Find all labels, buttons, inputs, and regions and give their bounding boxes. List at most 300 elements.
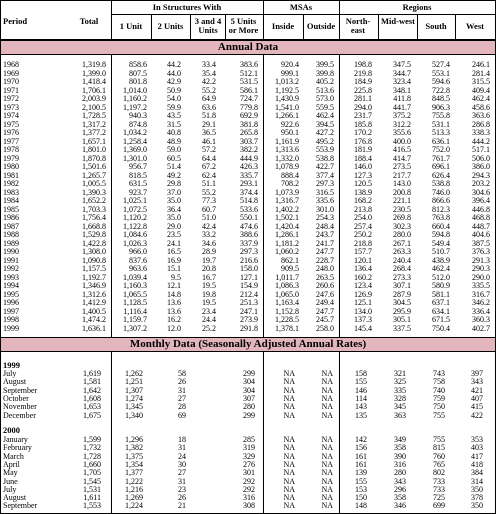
table-cell: 247.7 bbox=[316, 247, 334, 256]
table-cell: 29.8 bbox=[167, 179, 181, 188]
table-cell: 161 bbox=[355, 459, 367, 469]
header-1-unit: 1 Unit bbox=[119, 21, 143, 31]
table-cell: 386.0 bbox=[472, 162, 490, 171]
table-cell: 1,319.8 bbox=[82, 60, 106, 69]
table-cell: 1,307.2 bbox=[123, 323, 147, 333]
table-cell: NA bbox=[283, 410, 295, 420]
header-west: West bbox=[466, 21, 484, 31]
table-cell: 304 bbox=[243, 385, 255, 395]
table-cell: 125.1 bbox=[354, 298, 372, 307]
header-south: South bbox=[425, 21, 447, 31]
table-cell: 1,611 bbox=[83, 493, 101, 503]
table-cell: 397 bbox=[471, 369, 483, 378]
table-cell: 1,296 bbox=[125, 435, 143, 444]
table-cell: 267.1 bbox=[393, 238, 411, 248]
table-cell: 27 bbox=[178, 468, 186, 478]
row-label: 1976 bbox=[3, 128, 19, 137]
table-cell: 55.2 bbox=[202, 85, 216, 95]
table-cell: 155 bbox=[355, 377, 367, 387]
table-cell: 228.7 bbox=[316, 255, 334, 265]
table-cell: 1,675 bbox=[83, 410, 101, 420]
table-cell: 34.6 bbox=[202, 238, 216, 248]
table-cell: 254.0 bbox=[354, 213, 372, 222]
table-cell: 1,090.8 bbox=[82, 255, 106, 265]
table-cell: 1,653 bbox=[83, 402, 101, 412]
table-cell: 462.4 bbox=[316, 111, 334, 120]
row-label: 1995 bbox=[3, 289, 19, 299]
table-cell: 512.1 bbox=[240, 68, 258, 78]
table-cell: 755 bbox=[433, 435, 445, 444]
table-cell: 506.0 bbox=[472, 153, 490, 163]
table-cell: 161 bbox=[355, 451, 367, 461]
table-cell: 441.7 bbox=[393, 102, 411, 112]
table-cell: 251.3 bbox=[240, 298, 258, 307]
table-cell: 37.0 bbox=[167, 187, 181, 197]
table-cell: 1,345 bbox=[125, 402, 143, 412]
table-cell: 444.2 bbox=[472, 136, 490, 146]
table-cell: 250.2 bbox=[354, 230, 372, 239]
table-cell: 1,474.2 bbox=[82, 315, 106, 324]
table-cell: 862.1 bbox=[281, 255, 299, 265]
table-cell: 170.2 bbox=[354, 128, 372, 137]
table-cell: 48.9 bbox=[167, 136, 181, 146]
table-cell: 758 bbox=[433, 377, 445, 387]
table-cell: 446.8 bbox=[472, 204, 490, 214]
table-cell: 1,801.0 bbox=[82, 145, 106, 154]
table-cell: 60.5 bbox=[167, 153, 181, 163]
table-cell: 363.6 bbox=[472, 111, 490, 120]
table-cell: 404.6 bbox=[472, 230, 490, 239]
table-cell: 281.4 bbox=[472, 68, 490, 78]
table-cell: 573.0 bbox=[316, 94, 334, 103]
table-cell: 1,161.9 bbox=[275, 136, 299, 146]
table-cell: 422 bbox=[471, 410, 483, 420]
table-cell: NA bbox=[283, 468, 295, 478]
table-cell: 696.1 bbox=[432, 162, 450, 171]
row-label: September bbox=[3, 501, 38, 511]
table-cell: 586.1 bbox=[240, 85, 258, 95]
table-cell: 350 bbox=[471, 484, 483, 494]
row-label: 1989 bbox=[3, 238, 19, 248]
table-cell: 29.0 bbox=[167, 221, 181, 231]
table-cell: 35.4 bbox=[202, 68, 216, 78]
col-divider bbox=[225, 15, 226, 40]
table-cell: 299 bbox=[243, 369, 255, 378]
table-cell: 1,084.6 bbox=[123, 230, 147, 239]
table-cell: 12.1 bbox=[167, 281, 181, 290]
row-label: 1996 bbox=[3, 298, 19, 307]
table-cell: 350 bbox=[471, 501, 483, 511]
table-cell: 1,116.4 bbox=[123, 306, 147, 316]
table-cell: NA bbox=[321, 435, 333, 444]
table-cell: 134.0 bbox=[354, 306, 372, 316]
table-cell: 1,078.9 bbox=[275, 162, 299, 171]
table-cell: NA bbox=[321, 484, 333, 494]
table-cell: 1,160.3 bbox=[123, 281, 147, 290]
table-cell: 807.5 bbox=[129, 68, 147, 78]
header-msas: MSAs bbox=[289, 2, 313, 12]
table-cell: 1,728 bbox=[83, 451, 101, 461]
table-cell: 64.4 bbox=[202, 153, 216, 163]
table-cell: 23 bbox=[178, 484, 186, 494]
table-cell: 462.4 bbox=[472, 94, 490, 103]
table-cell: 325 bbox=[394, 377, 406, 387]
table-cell: 1,160.2 bbox=[123, 94, 147, 103]
table-cell: 1,412.9 bbox=[82, 298, 106, 307]
row-label: 1992 bbox=[3, 264, 19, 273]
table-row bbox=[1, 324, 495, 333]
table-cell: 1,706.1 bbox=[82, 85, 106, 95]
table-cell: 51.4 bbox=[167, 162, 181, 171]
table-cell: 348.1 bbox=[393, 85, 411, 95]
table-cell: 1,668.8 bbox=[82, 221, 106, 231]
table-cell: 150 bbox=[355, 493, 367, 503]
table-cell: 293.1 bbox=[240, 179, 258, 188]
table-cell: 316 bbox=[394, 459, 406, 469]
header-in-structures: In Structures With bbox=[152, 2, 222, 12]
table-cell: 19.5 bbox=[202, 281, 216, 290]
table-cell: 403 bbox=[471, 443, 483, 453]
table-cell: 304 bbox=[243, 377, 255, 387]
table-cell: 36.4 bbox=[167, 204, 181, 214]
table-cell: 438.9 bbox=[432, 255, 450, 265]
table-cell: 344.7 bbox=[393, 68, 411, 78]
table-cell: NA bbox=[283, 377, 295, 387]
table-cell: 750 bbox=[433, 402, 445, 412]
table-cell: 248.4 bbox=[316, 221, 334, 231]
table-cell: 966.0 bbox=[129, 247, 147, 256]
table-cell: 49.2 bbox=[167, 170, 181, 180]
table-cell: 148 bbox=[355, 501, 367, 511]
table-cell: 24.4 bbox=[202, 315, 216, 324]
table-cell: 280 bbox=[243, 402, 255, 412]
table-cell: 553.9 bbox=[316, 145, 334, 154]
table-cell: 19.5 bbox=[202, 298, 216, 307]
table-cell: NA bbox=[283, 435, 295, 444]
table-cell: 31 bbox=[178, 443, 186, 453]
table-cell: 418 bbox=[471, 459, 483, 469]
table-cell: 126.9 bbox=[354, 289, 372, 299]
table-cell: NA bbox=[321, 402, 333, 412]
table-cell: 1,065.5 bbox=[123, 289, 147, 299]
table-cell: 765 bbox=[433, 459, 445, 469]
table-cell: 120.1 bbox=[354, 255, 372, 265]
table-cell: 346 bbox=[394, 501, 406, 511]
table-cell: 1,332.0 bbox=[275, 153, 299, 163]
table-cell: 254.3 bbox=[316, 213, 334, 222]
table-cell: 538.8 bbox=[432, 179, 450, 188]
table-cell: 31 bbox=[178, 385, 186, 395]
row-label: December bbox=[3, 410, 36, 420]
table-cell: 218.8 bbox=[354, 238, 372, 248]
table-cell: 349 bbox=[394, 435, 406, 444]
table-cell: 1,652.2 bbox=[82, 196, 106, 205]
table-cell: 1,430.9 bbox=[275, 94, 299, 103]
table-cell: 243.7 bbox=[316, 230, 334, 239]
table-cell: 1,005.5 bbox=[82, 179, 106, 188]
table-cell: 213.8 bbox=[354, 204, 372, 214]
table-cell: 21 bbox=[178, 501, 186, 511]
table-cell: 510.7 bbox=[432, 247, 450, 256]
table-cell: 426.3 bbox=[240, 162, 258, 171]
table-cell: 314 bbox=[471, 476, 483, 486]
table-cell: 414.7 bbox=[393, 153, 411, 163]
table-cell: 402.7 bbox=[472, 323, 490, 333]
table-cell: 360.3 bbox=[472, 315, 490, 324]
table-cell: 335.7 bbox=[240, 170, 258, 180]
table-cell: 631.5 bbox=[129, 179, 147, 188]
table-cell: 263.5 bbox=[316, 272, 334, 282]
table-cell: 708.2 bbox=[281, 179, 299, 188]
table-cell: 2,003.9 bbox=[82, 94, 106, 103]
table-cell: 358 bbox=[394, 493, 406, 503]
table-cell: 637.1 bbox=[432, 298, 450, 307]
table-cell: NA bbox=[321, 501, 333, 511]
table-cell: 755.8 bbox=[432, 111, 450, 120]
row-label: 1974 bbox=[3, 111, 19, 120]
table-cell: 212.4 bbox=[240, 289, 258, 299]
row-label: 1988 bbox=[3, 230, 19, 239]
table-cell: 920.4 bbox=[281, 60, 299, 69]
table-cell: NA bbox=[283, 493, 295, 503]
table-cell: NA bbox=[283, 501, 295, 511]
row-label: 1993 bbox=[3, 272, 19, 282]
table-cell: 295.9 bbox=[393, 306, 411, 316]
table-cell: 1,197.2 bbox=[123, 102, 147, 112]
table-cell: 1,657.1 bbox=[82, 136, 106, 146]
table-cell: 1,159.7 bbox=[123, 315, 147, 324]
table-cell: 225.8 bbox=[354, 85, 372, 95]
table-cell: 321 bbox=[394, 369, 406, 378]
row-label: 1997 bbox=[3, 306, 19, 316]
header-5-units: 5 Units or More bbox=[228, 16, 259, 35]
table-cell: 347.5 bbox=[393, 60, 411, 69]
table-cell: 185.8 bbox=[354, 119, 372, 129]
table-cell: 33.2 bbox=[202, 230, 216, 239]
table-cell: 1,418.4 bbox=[82, 77, 106, 86]
table-cell: 415 bbox=[471, 402, 483, 412]
table-cell: 20.8 bbox=[202, 264, 216, 273]
table-cell: 329 bbox=[243, 451, 255, 461]
table-cell: 399.5 bbox=[316, 60, 334, 69]
table-cell: 16.7 bbox=[202, 272, 216, 282]
table-cell: 127.3 bbox=[354, 170, 372, 180]
row-label: 1980 bbox=[3, 162, 19, 171]
table-cell: 906.3 bbox=[432, 102, 450, 112]
table-cell: 1,072.5 bbox=[123, 204, 147, 214]
table-cell: 28 bbox=[178, 402, 186, 412]
table-cell: 16.5 bbox=[167, 247, 181, 256]
table-cell: 733 bbox=[433, 484, 445, 494]
table-cell: 1,222 bbox=[125, 476, 143, 486]
table-cell: 343 bbox=[471, 377, 483, 387]
table-cell: 77.3 bbox=[202, 196, 216, 205]
table-cell: 407 bbox=[471, 393, 483, 403]
table-cell: 1,346.9 bbox=[82, 281, 106, 290]
table-cell: 19.8 bbox=[202, 289, 216, 299]
table-cell: NA bbox=[321, 451, 333, 461]
table-cell: 315.5 bbox=[472, 77, 490, 86]
table-cell: 292 bbox=[243, 484, 255, 494]
header-3-4-units: 3 and 4 Units bbox=[194, 16, 222, 35]
table-cell: 14.8 bbox=[167, 289, 181, 299]
table-cell: 29.1 bbox=[202, 119, 216, 129]
table-cell: 1,073.9 bbox=[275, 187, 299, 197]
table-cell: 291.8 bbox=[240, 323, 258, 333]
table-cell: NA bbox=[321, 393, 333, 403]
table-cell: 203.2 bbox=[472, 179, 490, 188]
table-cell: 963.6 bbox=[129, 264, 147, 273]
table-cell: 1,619 bbox=[83, 369, 101, 378]
table-cell: 1,377.2 bbox=[82, 128, 106, 137]
table-cell: 444.9 bbox=[240, 153, 258, 163]
table-cell: 249.4 bbox=[316, 298, 334, 307]
table-cell: 1,354 bbox=[125, 459, 143, 469]
table-cell: 27 bbox=[178, 393, 186, 403]
row-label: April bbox=[3, 459, 20, 469]
table-cell: 184.9 bbox=[354, 77, 372, 86]
table-cell: 273.5 bbox=[393, 162, 411, 171]
row-label: November bbox=[3, 402, 37, 412]
table-cell: 23.4 bbox=[202, 306, 216, 316]
table-cell: 43.5 bbox=[167, 111, 181, 120]
table-cell: 58 bbox=[178, 369, 186, 378]
table-cell: 474.6 bbox=[240, 221, 258, 231]
table-cell: 42.9 bbox=[167, 77, 181, 86]
table-cell: 761.7 bbox=[432, 153, 450, 163]
table-cell: 1,732 bbox=[83, 443, 101, 453]
table-cell: 292 bbox=[243, 476, 255, 486]
table-cell: 57.2 bbox=[202, 145, 216, 154]
table-cell: 1,369.0 bbox=[123, 145, 147, 154]
table-cell: 1,013.2 bbox=[275, 77, 299, 86]
table-cell: 257.4 bbox=[354, 221, 372, 231]
table-cell: 50.9 bbox=[167, 85, 181, 95]
table-cell: 136.4 bbox=[354, 264, 372, 273]
table-cell: 16.9 bbox=[167, 255, 181, 265]
table-cell: 44.2 bbox=[167, 60, 181, 69]
row-label: July bbox=[3, 369, 17, 378]
table-cell: 28.9 bbox=[202, 247, 216, 256]
table-cell: 405.2 bbox=[316, 77, 334, 86]
table-cell: 15.1 bbox=[167, 264, 181, 273]
table-cell: NA bbox=[321, 443, 333, 453]
table-cell: 123.4 bbox=[354, 281, 372, 290]
table-cell: 514.8 bbox=[240, 196, 258, 205]
table-cell: 63.6 bbox=[202, 102, 216, 112]
table-cell: NA bbox=[321, 459, 333, 469]
table-cell: NA bbox=[283, 451, 295, 461]
table-cell: 1,163.4 bbox=[275, 298, 299, 307]
monthly-data-band: Monthly Data (Seasonally Adjusted Annual Rates) bbox=[1, 337, 495, 352]
row-label: 1972 bbox=[3, 94, 19, 103]
table-cell: 594.6 bbox=[432, 77, 450, 86]
table-cell: 176.8 bbox=[354, 136, 372, 146]
table-cell: 24.1 bbox=[167, 238, 181, 248]
year-label-1999: 1999 bbox=[3, 360, 20, 370]
table-cell: 1,399.0 bbox=[82, 68, 106, 78]
table-cell: 387.5 bbox=[472, 238, 490, 248]
table-cell: 1,728.5 bbox=[82, 111, 106, 120]
table-cell: 304.5 bbox=[393, 298, 411, 307]
table-cell: 458.6 bbox=[472, 102, 490, 112]
table-cell: 158 bbox=[355, 369, 367, 378]
table-cell: 25.2 bbox=[202, 323, 216, 333]
table-cell: 69 bbox=[178, 410, 186, 420]
table-cell: 1,152.8 bbox=[275, 306, 299, 316]
table-cell: 550.1 bbox=[240, 213, 258, 222]
table-cell: 1,313.6 bbox=[275, 145, 299, 154]
table-cell: 1,703.3 bbox=[82, 204, 106, 214]
table-cell: 388.6 bbox=[240, 230, 258, 239]
table-cell: 13.6 bbox=[167, 298, 181, 307]
table-cell: NA bbox=[283, 476, 295, 486]
table-cell: 127.1 bbox=[240, 272, 258, 282]
table-cell: 1,262 bbox=[125, 369, 143, 378]
table-cell: 337.5 bbox=[393, 323, 411, 333]
table-cell: 1,128.5 bbox=[123, 298, 147, 307]
table-cell: 956.7 bbox=[129, 162, 147, 171]
table-cell: 181.9 bbox=[354, 145, 372, 154]
table-cell: 1,581 bbox=[83, 377, 101, 387]
table-cell: 26 bbox=[178, 377, 186, 387]
table-cell: 316 bbox=[243, 493, 255, 503]
row-label: October bbox=[3, 393, 29, 403]
table-cell: 1,390.3 bbox=[82, 187, 106, 197]
table-cell: NA bbox=[321, 377, 333, 387]
table-cell: 383.6 bbox=[240, 60, 258, 69]
table-cell: 874.8 bbox=[129, 119, 147, 129]
table-cell: 594.8 bbox=[432, 230, 450, 239]
table-cell: 759 bbox=[433, 393, 445, 403]
table-cell: 1,258.4 bbox=[123, 136, 147, 146]
table-cell: 390 bbox=[394, 451, 406, 461]
table-cell: 396.4 bbox=[472, 196, 490, 205]
table-cell: 138.9 bbox=[354, 187, 372, 197]
table-cell: 304.6 bbox=[472, 187, 490, 197]
table-cell: 1,026.3 bbox=[123, 238, 147, 248]
table-cell: 273.3 bbox=[393, 272, 411, 282]
table-cell: 559.5 bbox=[316, 102, 334, 112]
table-cell: 1,608 bbox=[83, 393, 101, 403]
table-cell: 338.3 bbox=[472, 128, 490, 137]
table-cell: 752.0 bbox=[432, 145, 450, 154]
table-cell: 240.4 bbox=[393, 255, 411, 265]
table-cell: 922.6 bbox=[281, 119, 299, 129]
col-divider bbox=[417, 15, 418, 40]
table-cell: 374.4 bbox=[240, 187, 258, 197]
table-cell: 301.0 bbox=[316, 204, 334, 214]
table-cell: 422.7 bbox=[316, 162, 334, 171]
table-cell: 909.5 bbox=[281, 264, 299, 273]
table-cell: 382.2 bbox=[240, 145, 258, 154]
table-cell: 1,420.4 bbox=[275, 221, 299, 231]
row-label: 1970 bbox=[3, 77, 19, 86]
table-cell: 462.4 bbox=[432, 264, 450, 273]
table-cell: 158.0 bbox=[240, 264, 258, 273]
table-cell: 626.4 bbox=[432, 170, 450, 180]
table-cell: 305.1 bbox=[393, 315, 411, 324]
table-cell: 1,274 bbox=[125, 393, 143, 403]
table-cell: 950.1 bbox=[281, 128, 299, 137]
row-label: 1991 bbox=[3, 255, 19, 265]
table-cell: 353 bbox=[471, 435, 483, 444]
table-cell: 376.3 bbox=[472, 247, 490, 256]
table-cell: 1,265.7 bbox=[82, 170, 106, 180]
annual-data-band: Annual Data bbox=[1, 40, 495, 55]
row-label: 1968 bbox=[3, 60, 19, 69]
table-cell: 750.4 bbox=[432, 323, 450, 333]
